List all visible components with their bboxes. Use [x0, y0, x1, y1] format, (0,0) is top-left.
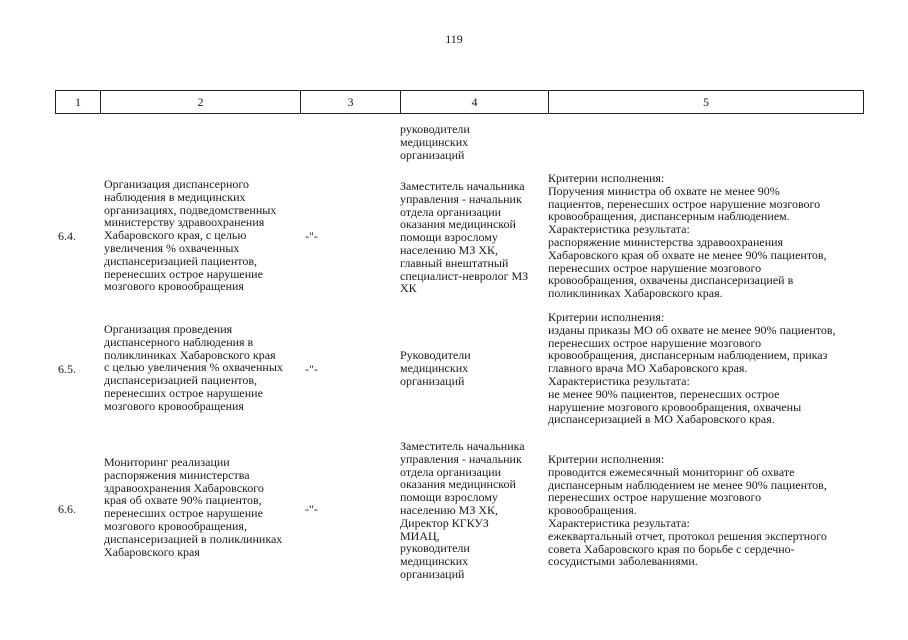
row-6-6-result: Критерии исполнения: проводится ежемесячный мониторинг об охвате диспансерным наблюдением не менее 90% пациентов, перенесших острое нарушение мозгового кровообращения. Характеристика результата: ежеквартальный отчет, протокол решения экспертного совета Хабаровского края по борьбе с сердечно- сосудистыми заболеваниями.: [548, 452, 827, 569]
row-6-6-event: Мониторинг реализации распоряжения министерства здравоохранения Хабаровского края об охвате 90% пациентов, перенесших острое нарушение мозгового кровообращения, диспансеризацией в поликлиниках Хабаровского края: [104, 455, 283, 559]
row-6-4-responsible: Заместитель начальника управления - начальник отдела организации оказания медицинской помощи взрослому населению МЗ ХК, главный внештатный специалист-невролог МЗ ХК: [400, 179, 529, 296]
row-6-4-result: Критерии исполнения: Поручения министра об охвате не менее 90% пациентов, перенесших острое нарушение мозгового кровообращения, диспансерным наблюдением. Характеристика результата: распоряжение министерства здравоохранения Хабаровского края об охвате не менее 90% пациентов, перенесших острое нарушение мозгового кровообращения, охвачены диспансеризацией в поликлиниках Хабаровского края.: [548, 171, 827, 301]
row-6-4-number: 6.4.: [58, 229, 76, 243]
header-col-4: 4: [401, 91, 549, 114]
continuation-responsible: руководители медицинских организаций: [400, 122, 470, 162]
row-6-5-result: Критерии исполнения: изданы приказы МО об охвате не менее 90% пациентов, перенесших острое нарушение мозгового кровообращения, диспансерным наблюдением, приказ главного врача МО Хабаровского края. Характеристика результата: не менее 90% пациентов, перенесших острое нарушение мозгового кровообращения, охвачены диспансеризацией в МО Хабаровского края.: [548, 310, 836, 427]
row-6-4-event: Организация диспансерного наблюдения в медицинских организациях, подведомственных министерству здравоохранения Хабаровского края, с целью увеличения % охваченных диспансеризацией пациентов, перенесших острое нарушение мозгового кровообращения: [104, 177, 277, 294]
row-6-5-event: Организация проведения диспансерного наблюдения в поликлиниках Хабаровского края с целью увеличения % охваченных диспансеризацией пациентов, перенесших острое нарушение мозгового кровообращения: [104, 322, 283, 413]
row-6-4-period: -"-: [305, 229, 318, 243]
page-number: 119: [445, 32, 463, 46]
header-col-3: 3: [301, 91, 401, 114]
row-6-6-responsible: Заместитель начальника управления - начальник отдела организации оказания медицинской помощи взрослому населению МЗ ХК, Директор КГКУЗ МИАЦ, руководители медицинских организаций: [400, 439, 525, 581]
row-6-6-period: -"-: [305, 502, 318, 516]
header-col-2: 2: [101, 91, 301, 114]
row-6-5-period: -"-: [305, 362, 318, 376]
row-6-6-number: 6.6.: [58, 502, 76, 516]
row-6-5-responsible: Руководители медицинских организаций: [400, 348, 471, 388]
row-6-5-number: 6.5.: [58, 362, 76, 376]
header-row: [56, 91, 864, 114]
table-header: [55, 90, 864, 114]
header-col-5: 5: [549, 91, 864, 114]
header-col-1: 1: [56, 91, 101, 114]
